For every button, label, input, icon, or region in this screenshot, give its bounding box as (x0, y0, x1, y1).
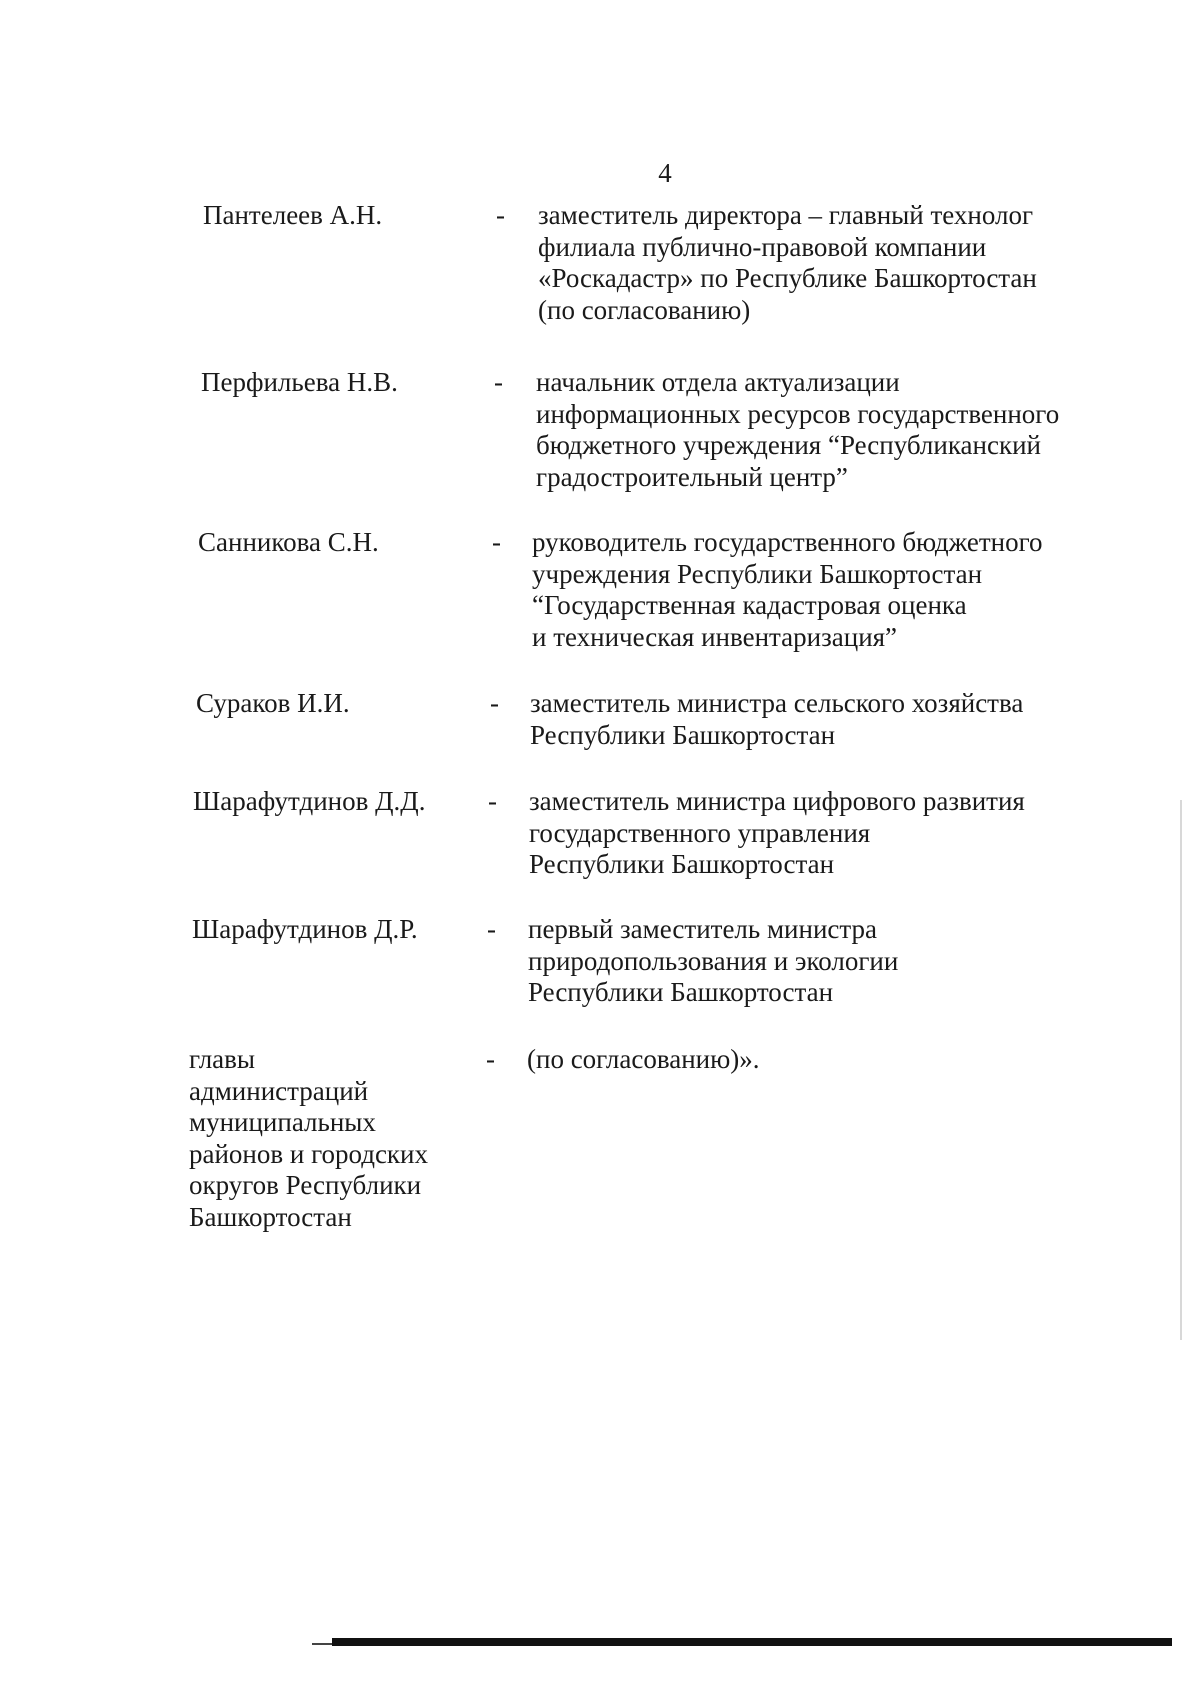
position-line: природопользования и экологии (528, 945, 899, 976)
dash-separator: - (494, 367, 503, 397)
position-line: начальник отдела актуализации (536, 367, 900, 397)
person-name (189, 1044, 469, 1233)
position-line: информационных ресурсов государственного (536, 398, 1060, 429)
position-line: “Государственная кадастровая оценка (532, 590, 967, 620)
position-line: «Роскадастр» по Республике Башкортостан (538, 263, 1037, 293)
dash-separator: - (488, 786, 497, 816)
dash-separator: - (490, 688, 499, 718)
position-line: заместитель директора – главный технолог (538, 200, 1034, 230)
position-line: заместитель министра сельского хозяйства (530, 688, 1024, 718)
position-line: первый заместитель министра (528, 914, 877, 944)
position-line: Республики Башкортостан (530, 719, 836, 750)
person-name: Санникова С.Н. (198, 527, 379, 557)
person-name-line: Башкортостан (189, 1201, 352, 1232)
position-line: филиала публично-правовой компании (538, 231, 987, 262)
position-line: руководитель государственного бюджетного (532, 527, 1043, 557)
dash-separator: - (486, 1044, 495, 1074)
position-line: заместитель министра цифрового развития (529, 786, 1025, 816)
person-name: Сураков И.И. (196, 688, 350, 718)
position-line: градостроительный центр” (536, 461, 848, 492)
position-line: Республики Башкортостан (529, 849, 835, 879)
dash-separator: - (492, 527, 501, 557)
position-description (528, 914, 1118, 1009)
position-description (536, 367, 1126, 493)
person-name-line: администраций (189, 1075, 369, 1106)
position-description (527, 1044, 1117, 1076)
position-description (530, 688, 1120, 751)
person-name-line: округов Республики (189, 1170, 422, 1200)
bottom-rule (332, 1638, 1172, 1646)
person-name-line: муниципальных (189, 1107, 376, 1137)
scan-margin-line (1180, 800, 1182, 1340)
person-name: Перфильева Н.В. (201, 367, 398, 397)
person-name: Шарафутдинов Д.Р. (192, 914, 418, 944)
person-name-line: районов и городских (189, 1138, 428, 1169)
position-line: учреждения Республики Башкортостан (532, 558, 983, 589)
position-line: и техническая инвентаризация” (532, 621, 898, 652)
position-line: (по согласованию)». (527, 1044, 760, 1074)
person-name: Пантелеев А.Н. (203, 200, 383, 230)
position-description (538, 200, 1128, 326)
position-line: государственного управления (529, 817, 871, 848)
position-line: (по согласованию) (538, 294, 751, 325)
dash-separator: - (487, 914, 496, 944)
person-name-line: главы (189, 1044, 256, 1074)
position-line: бюджетного учреждения “Республиканский (536, 430, 1041, 460)
position-description (532, 527, 1122, 653)
page-number: 4 (658, 158, 672, 188)
person-name: Шарафутдинов Д.Д. (193, 786, 426, 816)
dash-separator: - (496, 200, 505, 230)
position-description (529, 786, 1119, 881)
position-line: Республики Башкортостан (528, 977, 834, 1007)
